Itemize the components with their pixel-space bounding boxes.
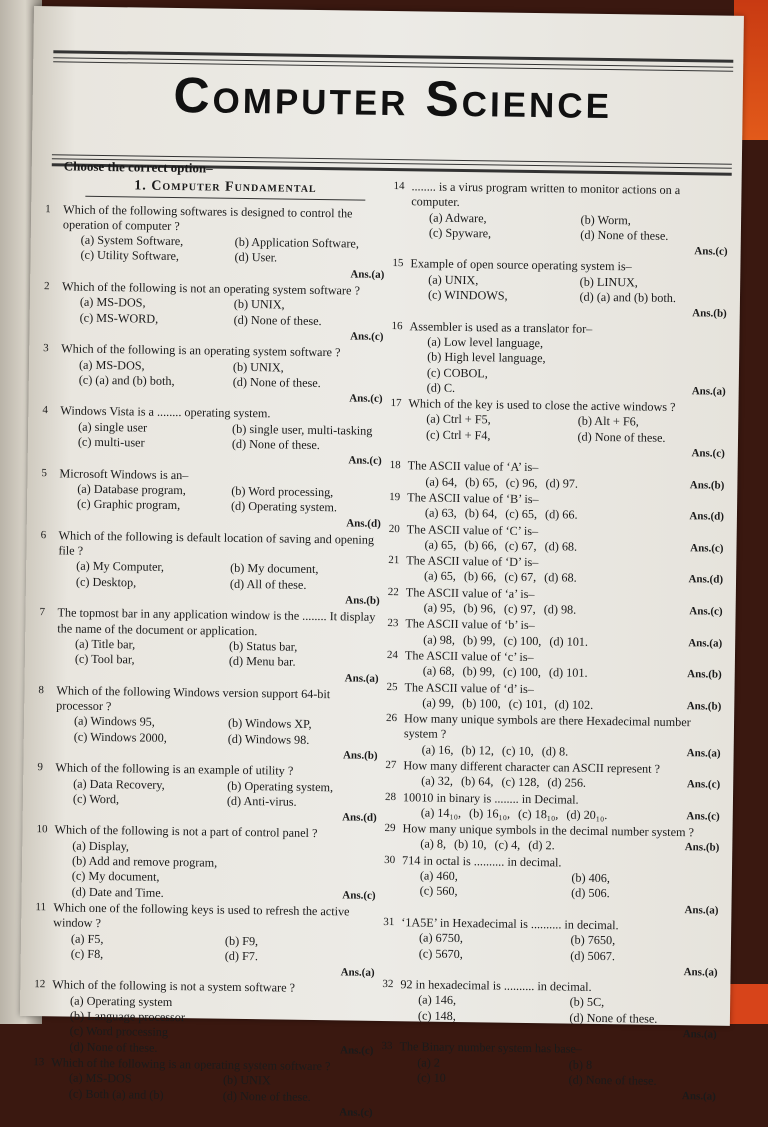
option: (a) MS-DOS: [68, 1070, 132, 1086]
option: (d) 101.: [549, 633, 589, 649]
option: (a) 99,: [422, 695, 455, 710]
question: [32, 1055, 373, 1121]
option: (a) single user: [78, 419, 148, 435]
option: (b) LINUX,: [579, 274, 639, 290]
option: (d) None of these.: [222, 1088, 311, 1104]
answer: Ans.(c): [340, 1044, 374, 1057]
option: (b) 7650,: [570, 932, 616, 948]
question-text: How many different character can ASCII represent ?: [403, 758, 661, 776]
option: (b) 10,: [453, 837, 487, 852]
option: (b) UNIX,: [233, 297, 285, 312]
question-text: Which of the following softwares is designed to control the operation of computer ?: [62, 202, 353, 233]
answer: Ans.(c): [339, 1106, 373, 1119]
options: [56, 714, 378, 749]
option: (d) 5067.: [570, 948, 616, 963]
question: [387, 648, 722, 683]
page-title: Computer Science: [173, 66, 613, 130]
question-number: 5: [41, 466, 48, 479]
question-number: 1: [45, 202, 51, 215]
answer: Ans.(b): [345, 594, 380, 607]
option: (d) 8.: [541, 743, 569, 759]
option: (b) 99,: [462, 664, 496, 679]
option: (d) 98.: [543, 602, 577, 617]
question-number: 14: [393, 180, 405, 193]
answer: Ans.(d): [689, 510, 725, 523]
answer: Ans.(b): [692, 307, 727, 321]
option: (d) None of these.: [231, 436, 320, 453]
option: (b) Word processing,: [231, 483, 334, 500]
options: [55, 776, 377, 811]
question: [388, 553, 723, 588]
options: [400, 993, 717, 1028]
option: (c) 5670,: [418, 946, 463, 961]
question-text: The topmost bar in any application window is the ........ It display the name of the document or application.: [57, 605, 376, 638]
option: (b) Operating system,: [227, 778, 334, 794]
answer: Ans.(a): [344, 671, 379, 685]
question-text: The ASCII value of ‘a’ is–: [405, 584, 535, 601]
option: (c) Graphic program,: [76, 496, 181, 513]
option: (b) Add and remove program,: [71, 853, 218, 870]
option: (d) 68.: [544, 570, 577, 586]
question: [388, 585, 723, 620]
question-text: Assembler is used as a translator for–: [409, 318, 593, 336]
question-number: 9: [37, 761, 43, 774]
question-number: 3: [43, 342, 49, 355]
question: [40, 528, 381, 609]
option: (b) 66,: [463, 569, 497, 584]
option: (a) My Computer,: [76, 559, 165, 575]
question-text: Which of the following is not a system software ?: [52, 977, 296, 996]
option: (a) 6750,: [418, 930, 464, 946]
option: (b) 64,: [460, 774, 494, 789]
options: [401, 930, 718, 965]
option: (b) Status bar,: [228, 638, 298, 654]
question-text: The ASCII value of ‘A’ is–: [407, 458, 539, 475]
question: [44, 202, 385, 283]
option: (d) 97.: [545, 475, 579, 491]
option: (c) Word processing: [69, 1023, 169, 1040]
question: [37, 683, 378, 764]
answer: Ans.(a): [684, 903, 719, 917]
option: (b) 12,: [461, 742, 495, 758]
question: [389, 490, 724, 525]
question: [386, 679, 721, 714]
question: [385, 790, 720, 825]
question-number: 23: [387, 617, 399, 630]
answer: Ans.(c): [342, 889, 376, 902]
option: (a) MS-DOS,: [78, 357, 145, 373]
option: (a) Data Recovery,: [73, 776, 165, 792]
option: (d) None of these.: [577, 429, 666, 445]
question: [391, 319, 727, 400]
question-number: 16: [391, 319, 403, 332]
option: (c) 65,: [505, 506, 538, 522]
option: (d) All of these.: [229, 576, 307, 592]
option: (c) 4,: [494, 837, 521, 853]
question-number: 25: [386, 680, 398, 693]
question: [383, 853, 719, 919]
answer: Ans.(c): [349, 392, 383, 406]
option: (b) High level language,: [427, 349, 546, 366]
options: [51, 1071, 373, 1106]
option: (b) 64,: [464, 506, 498, 521]
question: [393, 179, 729, 260]
question-text: 92 in hexadecimal is .......... in decimal.: [400, 977, 592, 995]
question-number: 26: [386, 712, 398, 725]
question: [385, 758, 720, 793]
answer: Ans.(c): [690, 542, 724, 555]
question-text: Which of the following is an operating system software ?: [61, 341, 341, 360]
option: (a) Windows 95,: [73, 714, 155, 730]
option: (d) User.: [234, 250, 278, 265]
option: (c) (a) and (b) both,: [78, 372, 175, 388]
option: (d) F7.: [224, 948, 259, 964]
option: (b) single user, multi-tasking: [232, 421, 373, 438]
question-text: Windows Vista is a ........ operating system.: [60, 403, 271, 421]
options: [408, 412, 725, 447]
option: (d) C.: [426, 380, 456, 395]
option: (a) 8,: [420, 836, 447, 852]
option: (c) Utility Software,: [80, 248, 180, 264]
question-text: The ASCII value of ‘D’ is–: [406, 553, 539, 570]
question-number: 7: [39, 606, 46, 619]
option: (b) Application Software,: [234, 235, 360, 251]
option: (d) 256.: [547, 775, 587, 791]
option: (c) 10: [416, 1070, 446, 1085]
option: (a) Title bar,: [75, 636, 136, 652]
option: (c) 148,: [417, 1008, 456, 1023]
option: (a) 68,: [422, 663, 455, 679]
question: [39, 605, 380, 686]
question-number: 4: [42, 404, 48, 417]
option: (b) 8: [568, 1057, 593, 1072]
question-text: The ASCII value of ‘c’ is–: [404, 648, 534, 664]
question-number: 18: [389, 459, 401, 472]
option: (b) My document,: [230, 561, 319, 577]
option: (b) UNIX,: [232, 359, 284, 375]
options: [410, 272, 727, 307]
question: [37, 760, 378, 826]
option: (c) Windows 2000,: [73, 729, 167, 745]
option: (a) 65,: [423, 568, 456, 584]
option: (a) Database program,: [77, 481, 186, 498]
option: (b) Windows XP,: [227, 716, 312, 732]
book-page: [20, 6, 744, 1119]
option: (a) 460,: [419, 868, 458, 884]
answer: Ans.(a): [350, 268, 385, 281]
question-text: 714 in octal is .......... in decimal.: [402, 852, 562, 870]
answer: Ans.(c): [694, 245, 728, 258]
question-text: The ASCII value of ‘B’ is–: [407, 490, 539, 507]
question-text: Which of the following is an example of utility ?: [55, 760, 294, 778]
answer: Ans.(c): [686, 810, 720, 823]
question-text: Example of open source operating system is–: [410, 256, 632, 274]
question-number: 22: [387, 585, 399, 598]
option: (d) None of these.: [232, 374, 321, 390]
option: (c) 101,: [508, 696, 547, 712]
answer: Ans.(a): [681, 1090, 716, 1103]
option: (b) F9,: [224, 933, 259, 948]
question: [386, 711, 722, 762]
question-number: 32: [382, 978, 394, 991]
question-text: Which of the following Windows version support 64-bit processor ?: [56, 683, 331, 714]
question: [388, 522, 723, 557]
question: [381, 1039, 717, 1105]
option: (a) Adware,: [428, 210, 487, 225]
answer: Ans.(d): [688, 573, 724, 587]
option: (d) 20₁₀.: [566, 807, 608, 822]
answer: Ans.(b): [684, 841, 720, 855]
question-number: 12: [34, 978, 46, 991]
question-number: 15: [392, 257, 404, 270]
question-text: How many unique symbols are there Hexadecimal number system ?: [403, 711, 691, 742]
option: (b) 406,: [571, 870, 611, 886]
question: [392, 257, 728, 323]
option: (c) WINDOWS,: [427, 287, 508, 303]
answer: Ans.(c): [689, 605, 723, 618]
option: (a) Low level language,: [427, 334, 544, 351]
instruction: Choose the correct option–: [63, 158, 213, 176]
question: [382, 977, 718, 1043]
option: (c) 560,: [419, 883, 458, 899]
answer: Ans.(a): [340, 966, 375, 979]
section-heading: 1. Computer Fundamental: [85, 178, 365, 200]
question: [43, 279, 384, 345]
question-text: Microsoft Windows is an–: [59, 466, 189, 482]
option: (d) 66.: [544, 507, 578, 522]
question-number: 6: [40, 528, 47, 542]
answer: Ans.(b): [686, 699, 722, 713]
question-text: Which of the following is default location of saving and opening file ?: [58, 528, 375, 558]
question-number: 2: [44, 280, 50, 293]
answer: Ans.(a): [686, 746, 721, 760]
option: (a) 32,: [421, 773, 454, 789]
option: (a) System Software,: [80, 232, 184, 249]
answer: Ans.(a): [683, 966, 718, 979]
option: (a) 16,: [421, 742, 454, 757]
option: (b) 99,: [462, 632, 496, 648]
option: (b) Worm,: [580, 212, 631, 227]
answer: Ans.(a): [691, 385, 726, 398]
option: (c) multi-user: [77, 434, 145, 450]
question: [36, 823, 377, 904]
option: (c) 18₁₀,: [517, 806, 559, 822]
option: (b) UNIX: [222, 1072, 271, 1088]
question: [42, 341, 383, 407]
option: (c) MS-WORD,: [79, 310, 159, 326]
options: [399, 1055, 716, 1090]
option: (a) 2: [417, 1055, 441, 1070]
options: [57, 636, 379, 671]
question: [41, 466, 382, 532]
question-text: The ASCII value of ‘b’ is–: [405, 616, 535, 633]
options: [61, 357, 383, 392]
option: (d) None of these.: [569, 1010, 658, 1026]
question-text: ‘1A5E’ in Hexadecimal is .......... in decimal.: [401, 915, 619, 933]
question: [33, 978, 374, 1059]
answer: Ans.(c): [691, 447, 725, 460]
option: (a) 63,: [424, 505, 457, 521]
question-number: 11: [35, 901, 47, 914]
option: (d) Date and Time.: [71, 884, 164, 900]
options: [54, 838, 377, 904]
option: (b) 66,: [464, 537, 497, 553]
option: (c) 97,: [503, 601, 536, 617]
option: (d) 2.: [528, 838, 555, 853]
option: (c) My document,: [71, 868, 160, 885]
option: (d) 506.: [571, 885, 610, 901]
question-text: Which of the following is an operating system software ?: [51, 1055, 331, 1074]
answer: Ans.(a): [682, 1028, 717, 1041]
options: [59, 481, 381, 516]
question-text: Which of the following is not an operating system software ?: [61, 279, 361, 298]
option: (b) Language processor: [69, 1008, 186, 1025]
question: [382, 915, 718, 981]
question-number: 31: [383, 915, 395, 929]
option: (d) None of these.: [233, 312, 322, 328]
option: (c) COBOL,: [426, 365, 488, 380]
option: (d) (a) and (b) both.: [579, 289, 677, 306]
option: (c) 100,: [503, 633, 542, 648]
question-number: 8: [38, 683, 45, 697]
question-text: Which of the key is used to close the active windows ?: [408, 396, 676, 415]
option: (d) Anti-virus.: [226, 793, 297, 809]
question-text: 10010 in binary is ........ in Decimal.: [402, 789, 579, 807]
option: (d) 68.: [544, 539, 578, 554]
option: (d) 101.: [548, 665, 588, 680]
option: (c) 96,: [505, 475, 538, 490]
option: (a) Display,: [72, 838, 130, 854]
question: [389, 458, 724, 493]
option: (b) 16₁₀,: [468, 806, 511, 821]
options: [62, 233, 384, 268]
options: [411, 210, 728, 245]
option: (a) Ctrl + F5,: [426, 411, 491, 427]
option: (a) 65,: [424, 537, 457, 552]
question-number: 21: [388, 554, 400, 567]
question: [384, 821, 719, 856]
option: (d) Operating system.: [230, 499, 338, 515]
options: [60, 419, 382, 454]
right-column: [381, 179, 729, 1106]
left-column: [32, 158, 385, 1122]
question-text: The Binary number system has base–: [399, 1039, 583, 1057]
answer: Ans.(b): [687, 668, 722, 681]
option: (c) 100,: [502, 664, 542, 680]
question-number: 10: [36, 823, 48, 836]
answer: Ans.(b): [342, 749, 378, 762]
option: (d) None of these.: [580, 227, 669, 243]
question-text: The ASCII value of ‘C’ is–: [406, 521, 539, 538]
option: (c) Word,: [72, 791, 120, 807]
rule: [53, 50, 733, 62]
question-text: How many unique symbols in the decimal number system ?: [402, 821, 695, 840]
options: [62, 295, 384, 330]
question-text: ........ is a virus program written to monitor actions on a computer.: [411, 179, 681, 210]
question-text: Which one of the following keys is used to refresh the active window ?: [53, 900, 350, 931]
option: (a) MS-DOS,: [79, 295, 146, 310]
question-number: 19: [389, 490, 401, 504]
question-number: 20: [388, 522, 400, 535]
answer: Ans.(c): [686, 778, 721, 791]
option: (a) UNIX,: [428, 272, 479, 288]
option: (b) 96,: [463, 601, 497, 616]
option: (d) None of these.: [69, 1039, 158, 1055]
option: (b) Alt + F6,: [577, 414, 639, 429]
question-number: 29: [384, 822, 396, 835]
option: (a) 146,: [418, 992, 457, 1008]
option: (d) None of these.: [568, 1072, 657, 1088]
options: [402, 868, 719, 903]
option: (c) 67,: [504, 570, 537, 585]
answer: Ans.(c): [348, 454, 382, 468]
option: (c) Tool bar,: [74, 651, 135, 667]
options: [53, 931, 375, 966]
question-number: 27: [385, 758, 397, 772]
question-number: 30: [384, 853, 396, 866]
question: [42, 404, 383, 470]
question: [390, 396, 726, 462]
answer: Ans.(d): [342, 811, 377, 825]
answer: Ans.(b): [689, 478, 725, 492]
question-number: 28: [384, 790, 397, 803]
option: (b) 5C,: [569, 995, 605, 1010]
option: (a) F5,: [70, 931, 104, 946]
option: (c) 128,: [501, 774, 540, 790]
options: [58, 559, 380, 594]
option: (b) 65,: [465, 474, 498, 490]
option: (b) 100,: [462, 695, 501, 711]
option: (c) Desktop,: [75, 574, 137, 590]
option: (c) Ctrl + F4,: [425, 427, 491, 443]
options: [51, 993, 374, 1059]
question: [34, 900, 375, 981]
option: (a) Operating system: [70, 993, 173, 1009]
option: (a) 64,: [425, 474, 458, 489]
option: (d) Windows 98.: [227, 731, 310, 747]
options: [409, 334, 727, 400]
option: (d) Menu bar.: [228, 653, 296, 669]
option: (c) Spyware,: [428, 225, 492, 241]
question-number: 13: [33, 1056, 45, 1069]
option: (a) 14₁₀,: [420, 805, 462, 820]
option: (c) 10,: [501, 743, 534, 758]
question-text: Which of the following is not a part of control panel ?: [54, 822, 318, 841]
option: (d) 102.: [554, 697, 594, 712]
option: (c) F8,: [70, 946, 104, 961]
answer: Ans.(a): [688, 636, 723, 650]
question-number: 17: [390, 397, 402, 410]
answer: Ans.(c): [350, 330, 384, 343]
answer: Ans.(d): [346, 516, 381, 530]
option: (a) 98,: [423, 632, 456, 647]
question: [387, 616, 722, 651]
option: (c) 67,: [504, 538, 537, 553]
question-number: 24: [386, 648, 399, 662]
question-number: 33: [381, 1040, 393, 1053]
option: (a) 95,: [423, 600, 456, 615]
question-text: The ASCII value of ‘d’ is–: [404, 679, 535, 696]
option: (c) Both (a) and (b): [68, 1086, 164, 1102]
